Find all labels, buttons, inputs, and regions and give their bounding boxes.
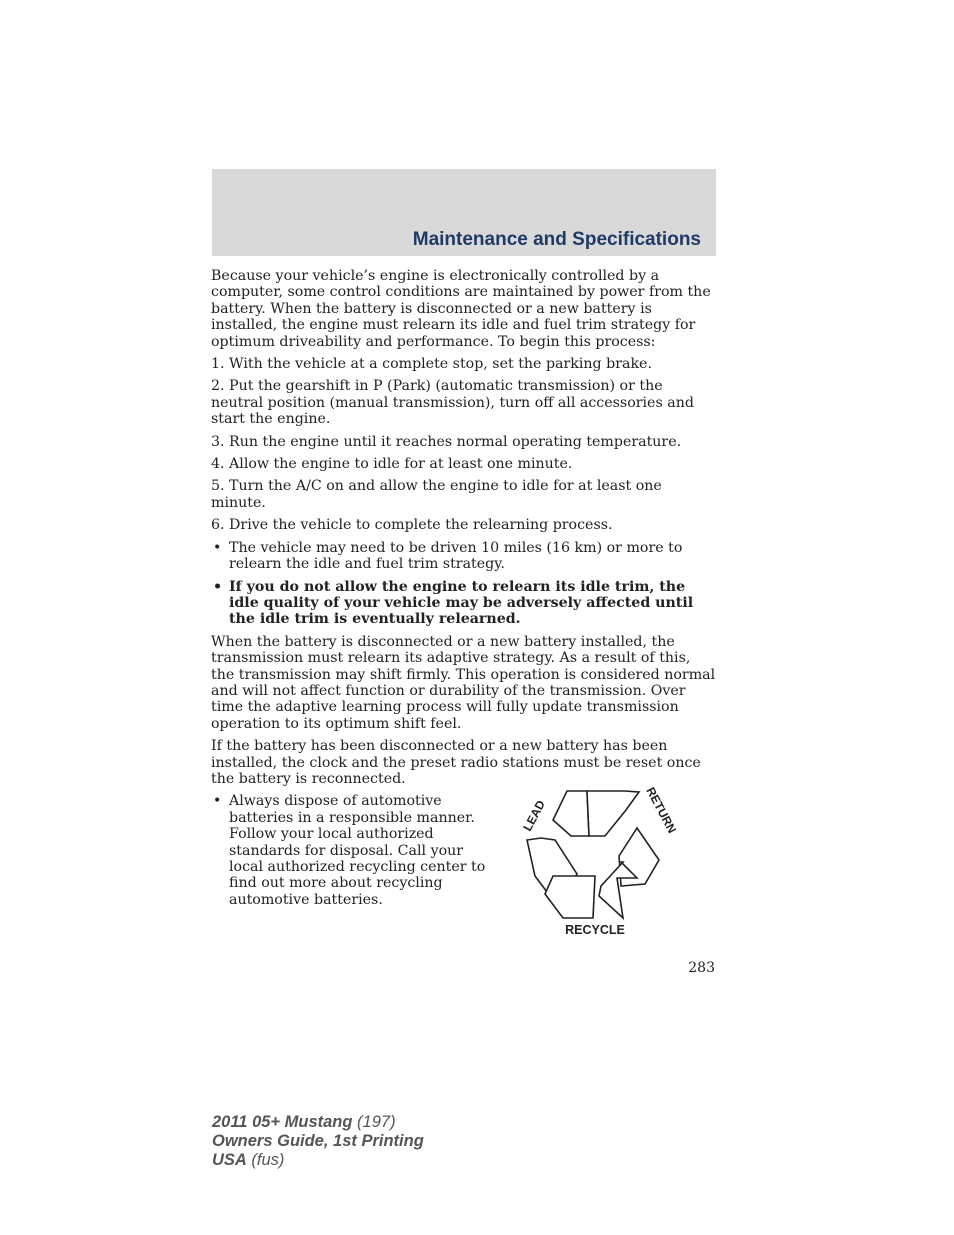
bullet-glyph: • [213, 793, 222, 810]
step-5: 5. Turn the A/C on and allow the engine to idle for at least one minute. [211, 478, 662, 511]
step-1: 1. With the vehicle at a complete stop, set the parking brake. [211, 356, 652, 373]
step-2: 2. Put the gearshift in P (Park) (automatic transmission) or the neutral position (manual transmission), turn off all accessories and start the engine. [211, 378, 694, 428]
list-item [211, 793, 487, 908]
footer-info [212, 1113, 424, 1170]
clock-paragraph: If the battery has been disconnected or a new battery has been installed, the clock and the preset radio stations must be reset once the battery is reconnected. [211, 738, 701, 787]
recycle-label-lead: LEAD [520, 797, 548, 834]
step-3: 3. Run the engine until it reaches normal operating temperature. [211, 433, 682, 450]
section-header-band [212, 169, 716, 256]
recycle-arrow-top-icon [553, 791, 589, 836]
section-title: Maintenance and Specifications [412, 229, 701, 250]
bullet-text-distance: The vehicle may need to be driven 10 miles (16 km) or more to relearn the idle and fuel trim strategy. [229, 539, 683, 573]
footer-line-model [212, 1113, 424, 1132]
list-item [211, 579, 717, 628]
intro-paragraph: Because your vehicle’s engine is electronically controlled by a computer, some control conditions are maintained by power from the battery. When the battery is disconnected or a new battery is installed, the engine must relearn its idle and fuel trim strategy for optimum driveability and performance. To begin this process: [211, 268, 711, 350]
transmission-paragraph: When the battery is disconnected or a new battery installed, the transmission must relearn its adaptive strategy. As a result of this, the transmission may shift firmly. This operation is considered normal and will not affect function or durability of the transmission. Over time the adaptive learning process will fully update transmission operation to its optimum shift feel. [211, 633, 716, 732]
footer-model-code: (197) [352, 1113, 396, 1131]
footer-guide: Owners Guide, 1st Printing [212, 1132, 424, 1150]
bullet-glyph: • [213, 578, 223, 595]
list-item [211, 540, 717, 573]
footer-line-guide [212, 1132, 424, 1151]
footer-region-code: (fus) [246, 1151, 285, 1169]
recycle-label-return: RETURN [643, 784, 680, 836]
footer-region: USA [212, 1151, 247, 1169]
bullet-text-warning: If you do not allow the engine to relearn its idle trim, the idle quality of your vehicle may be adversely affected until the idle trim is eventually relearned. [229, 578, 694, 628]
recycle-symbol-figure [505, 778, 695, 943]
bullet-glyph: • [213, 539, 222, 556]
page-number: 283 [688, 960, 715, 976]
bullet-text-disposal: Always dispose of automotive batteries in a responsible manner. Follow your local authorized standards for disposal. Call your local authorized recycling center to find out more about recycling automotive batteries. [229, 793, 486, 908]
footer-line-region [212, 1151, 424, 1170]
step-6: 6. Drive the vehicle to complete the relearning process. [211, 517, 613, 534]
step-4: 4. Allow the engine to idle for at least one minute. [211, 456, 573, 473]
footer-model: 2011 05+ Mustang [212, 1113, 353, 1131]
recycle-label-recycle: RECYCLE [565, 923, 625, 937]
